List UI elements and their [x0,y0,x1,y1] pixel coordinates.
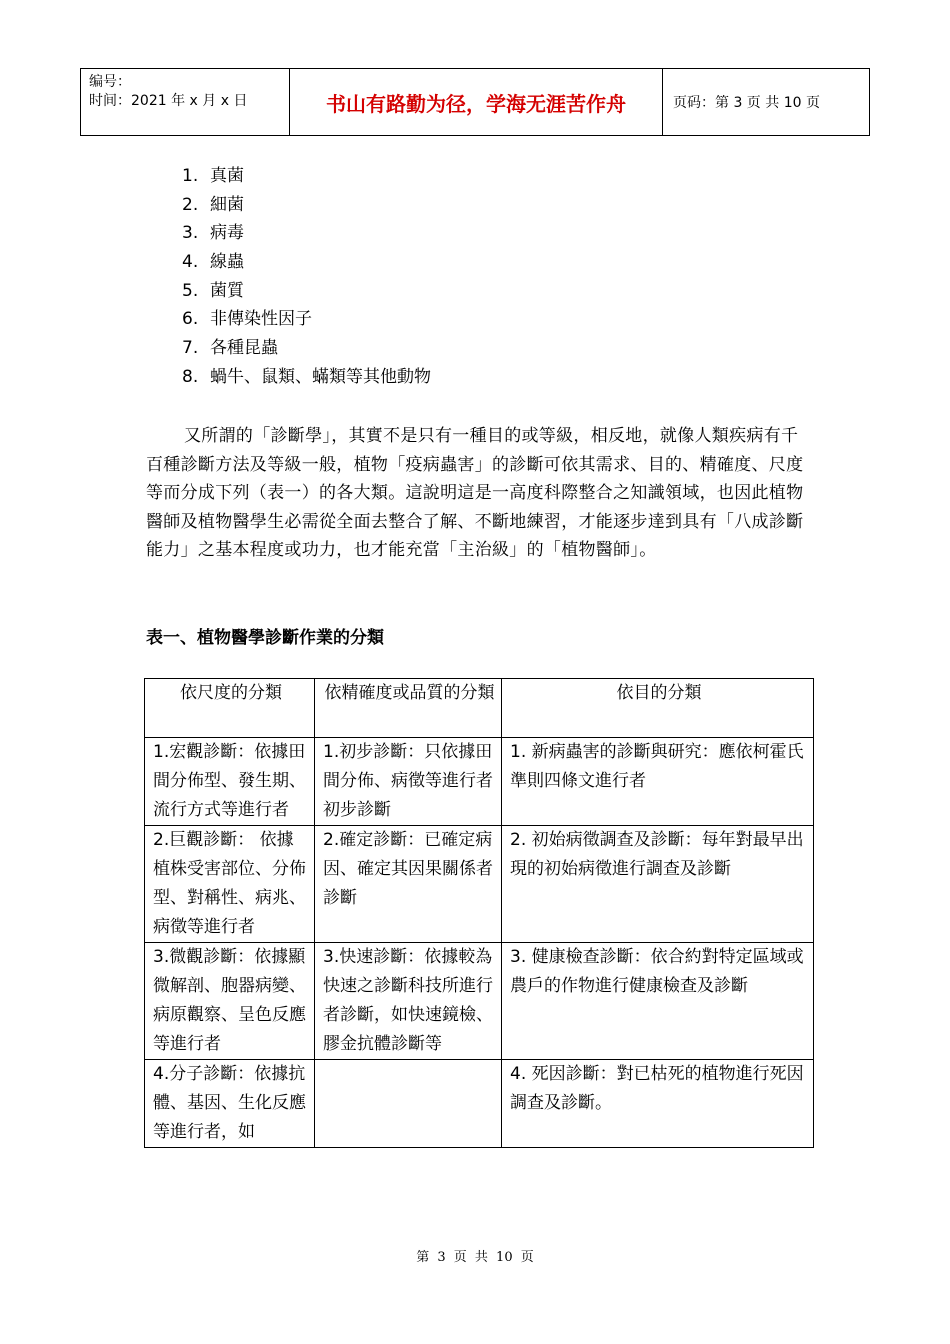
table-header-row [145,679,814,738]
table-row [145,1060,814,1148]
column-header: 依目的分類 [502,679,814,738]
list-item: 5. 菌質 [182,280,244,301]
number-label: 编号： [89,74,131,90]
header-motto: 书山有路勤为径，学海无涯苦作舟 [290,69,663,136]
list-item: 6. 非傳染性因子 [182,309,312,330]
table-cell: 1. 新病蟲害的診斷與研究：應依柯霍氏準則四條文進行者 [502,738,814,826]
table-cell: 1.宏觀診斷：依據田間分佈型、發生期、流行方式等進行者 [145,738,315,826]
table-cell: 1.初步診斷：只依據田間分佈、病徵等進行者初步診斷 [315,738,502,826]
page-header [80,68,870,136]
table-cell: 2.巨觀診斷： 依據植株受害部位、分佈型、對稱性、病兆、病徵等進行者 [145,826,315,943]
page-footer: 第 3 页 共 10 页 [416,1250,534,1265]
list-item: 2. 細菌 [182,194,244,215]
header-page-info: 页码：第 3 页 共 10 页 [663,69,870,136]
table-cell: 4. 死因診斷：對已枯死的植物進行死因調查及診斷。 [502,1060,814,1148]
table-caption: 表一、植物醫學診斷作業的分類 [146,628,384,648]
table-cell: 3.快速診斷：依據較為快速之診斷科技所進行者診斷，如快速鏡檢、膠金抗體診斷等 [315,943,502,1060]
diagnosis-table [144,678,814,1148]
list-item: 1. 真菌 [182,166,244,186]
list-item: 3. 病毒 [182,223,244,244]
table-row [145,826,814,943]
table-row [145,943,814,1060]
list-item: 7. 各種昆蟲 [182,338,278,359]
cause-list [182,162,431,392]
table-cell: 3.微觀診斷：依據顯微解剖、胞器病變、病原觀察、呈色反應等進行者 [145,943,315,1060]
table-cell: 2. 初始病徵調查及診斷：每年對最早出現的初始病徵進行調查及診斷 [502,826,814,943]
table-cell: 4.分子診斷：依據抗體、基因、生化反應等進行者，如 [145,1060,315,1148]
table-cell: 2.確定診斷：已確定病因、確定其因果關係者診斷 [315,826,502,943]
table-cell [315,1060,502,1148]
header-left-cell [81,69,290,136]
date-label: 时间：2021 年 x 月 x 日 [89,93,248,109]
body-paragraph: 又所謂的「診斷學」，其實不是只有一種目的或等級，相反地，就像人類疾病有千百種診斷方法及等級一般，植物「疫病蟲害」的診斷可依其需求、目的、精確度、尺度等而分成下列（表一）的各大類。這說明這是一高度科際整合之知識領域，也因此植物醫師及植物醫學生必需從全面去整合了解、不斷地練習，才能逐步達到具有「八成診斷能力」之基本程度或功力，也才能充當「主治級」的「植物醫師」。 [146,426,804,561]
column-header: 依尺度的分類 [145,679,315,738]
table-row [145,738,814,826]
table-cell: 3. 健康檢查診斷：依合約對特定區域或農戶的作物進行健康檢查及診斷 [502,943,814,1060]
list-item: 4. 線蟲 [182,252,244,273]
list-item: 8. 蝸牛、鼠類、蟎類等其他動物 [182,366,431,387]
column-header: 依精確度或品質的分類 [315,679,502,738]
